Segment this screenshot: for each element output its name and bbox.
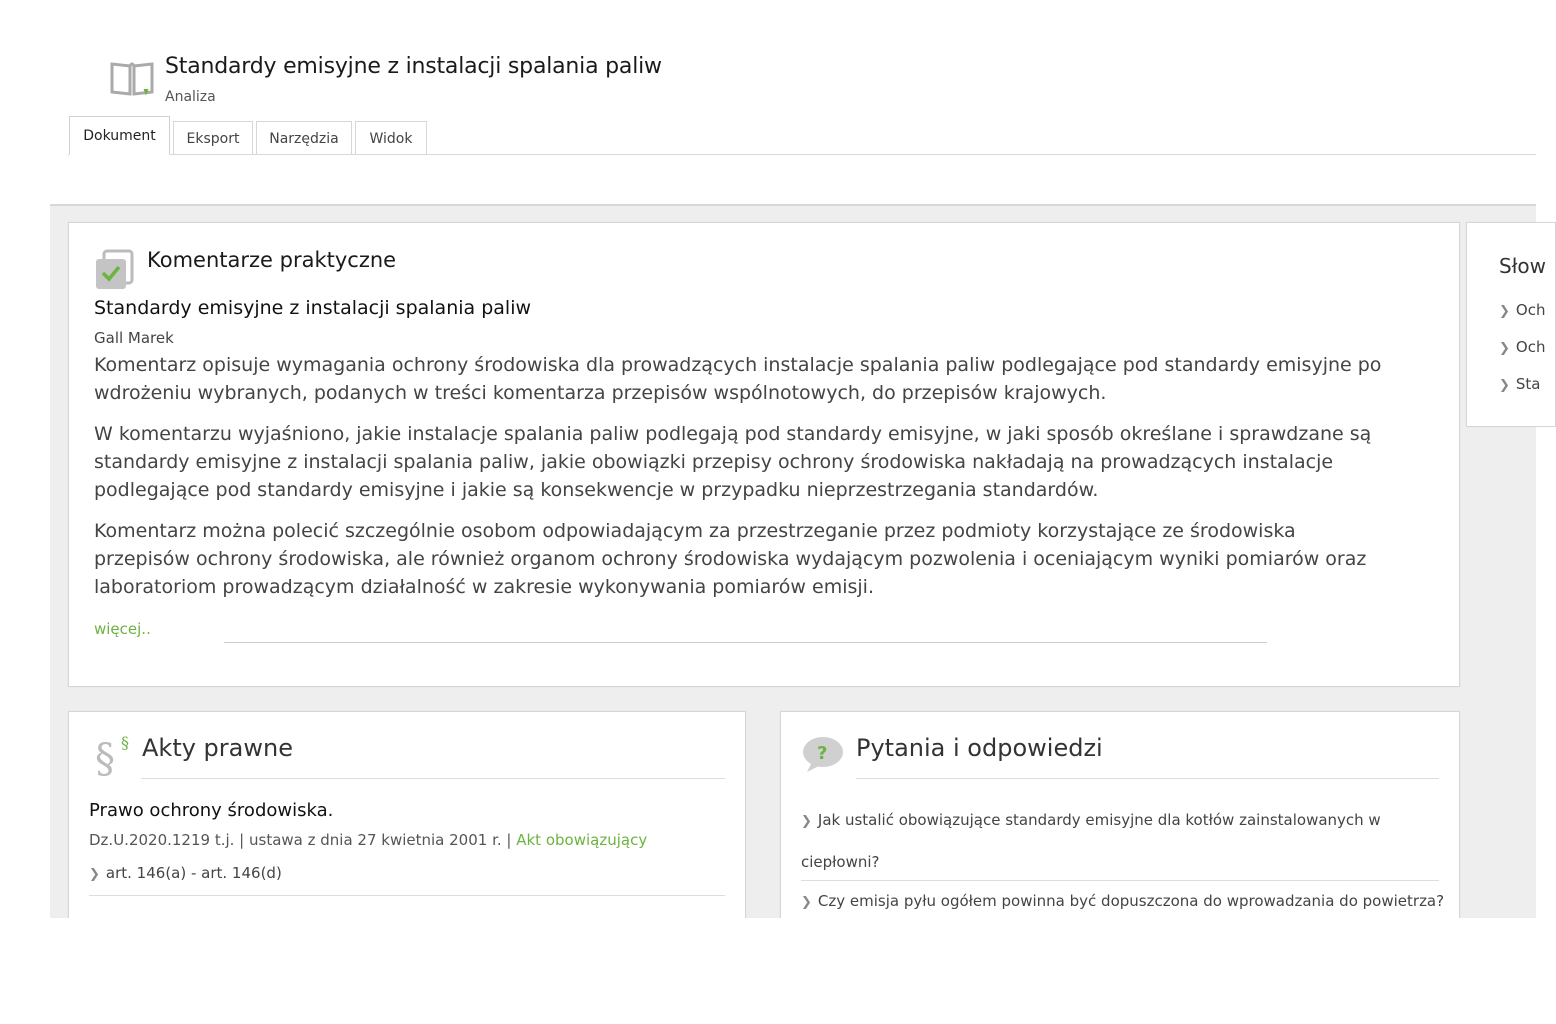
commentary-author: Gall Marek <box>94 329 174 347</box>
divider <box>89 895 725 896</box>
panel-heading: Słow <box>1499 254 1546 278</box>
divider <box>224 642 1267 643</box>
act-article: art. 146(a) - art. 146(d) <box>105 864 282 882</box>
document-type: Analiza <box>165 89 216 105</box>
book-icon <box>108 56 156 100</box>
act-reference: Dz.U.2020.1219 t.j. | ustawa z dnia 27 kwietnia 2001 r. | <box>89 831 517 849</box>
chevron-right-icon: ❯ <box>1499 341 1510 356</box>
commentary-paragraph: Komentarz opisuje wymagania ochrony środowiska dla prowadzących instalacje spalania paliw podlegające pod standardy emisyjne po wdrożeniu wybranych, podanych w treści komentarza przepisów wspólnotowych, do przepisów krajowych. <box>94 354 1382 404</box>
question-text: Jak ustalić obowiązujące standardy emisyjne dla kotłów zainstalowanych w ciepłowni? <box>801 811 1381 871</box>
svg-text:§: § <box>95 736 115 782</box>
blank-area <box>0 918 1536 1024</box>
question-link[interactable] <box>801 800 1421 882</box>
chevron-right-icon: ❯ <box>1499 378 1510 393</box>
chevron-right-icon: ❯ <box>801 895 812 910</box>
divider <box>141 778 725 779</box>
act-article-link[interactable] <box>89 864 282 882</box>
checkmark-document-icon <box>95 249 135 291</box>
divider <box>856 778 1439 779</box>
paragraph-icon <box>95 730 135 782</box>
keyword-text: Och <box>1515 301 1546 319</box>
act-meta <box>89 831 647 849</box>
keyword-link[interactable] <box>1499 338 1545 356</box>
keyword-text: Och <box>1515 338 1546 356</box>
tab-narzedzia[interactable]: Narzędzia <box>256 121 352 155</box>
keyword-text: Sta <box>1515 375 1541 393</box>
question-link[interactable] <box>801 881 1444 923</box>
panel-heading: Komentarze praktyczne <box>147 248 397 272</box>
panel-heading: Akty prawne <box>142 734 293 762</box>
question-text: Czy emisja pyłu ogółem powinna być dopuszczona do wprowadzania do powietrza? <box>817 892 1445 910</box>
commentary-paragraph: W komentarzu wyjaśniono, jakie instalacje spalania paliw podlegają pod standardy emisyjne, w jaki sposób określane i sprawdzane są standardy emisyjne z instalacji spalania paliw, jakie obowiązki przepisy ochrony środowiska nakładają na prowadzących instalacje podlegające pod standardy emisyjne i jakie są konsekwencje w przypadku nieprzestrzegania standardów. <box>94 423 1372 501</box>
keywords-panel <box>1466 222 1556 427</box>
act-status[interactable]: Akt obowiązujący <box>516 831 648 849</box>
chevron-right-icon: ❯ <box>801 814 812 829</box>
commentary-paragraph: Komentarz można polecić szczególnie osobom odpowiadającym za przestrzeganie przez podmioty korzystające ze środowiska przepisów ochrony środowiska, ale również organom ochrony środowiska wydającym pozwolenia i oceniającym wyniki pomiarów oraz laboratoriom prowadzącym działalność w zakresie wykonywania pomiarów emisji. <box>94 520 1367 598</box>
question-bubble-icon <box>801 734 845 774</box>
commentary-title[interactable]: Standardy emisyjne z instalacji spalania paliw <box>94 297 532 319</box>
commentary-body <box>94 351 1384 614</box>
tab-eksport[interactable]: Eksport <box>173 121 253 155</box>
act-title[interactable]: Prawo ochrony środowiska. <box>89 800 334 821</box>
keyword-link[interactable] <box>1499 301 1545 319</box>
more-link[interactable]: więcej.. <box>94 620 151 638</box>
svg-text:?: ? <box>817 743 828 764</box>
tab-widok[interactable]: Widok <box>355 121 427 155</box>
panel-heading: Pytania i odpowiedzi <box>856 734 1103 762</box>
commentary-panel <box>68 222 1460 687</box>
tabs-divider <box>68 154 1536 155</box>
chevron-right-icon: ❯ <box>1499 304 1510 319</box>
keyword-link[interactable] <box>1499 375 1541 393</box>
svg-text:§: § <box>121 733 129 752</box>
chevron-right-icon: ❯ <box>89 867 100 882</box>
document-title: Standardy emisyjne z instalacji spalania paliw <box>165 54 662 79</box>
tab-dokument[interactable]: Dokument <box>69 116 170 155</box>
